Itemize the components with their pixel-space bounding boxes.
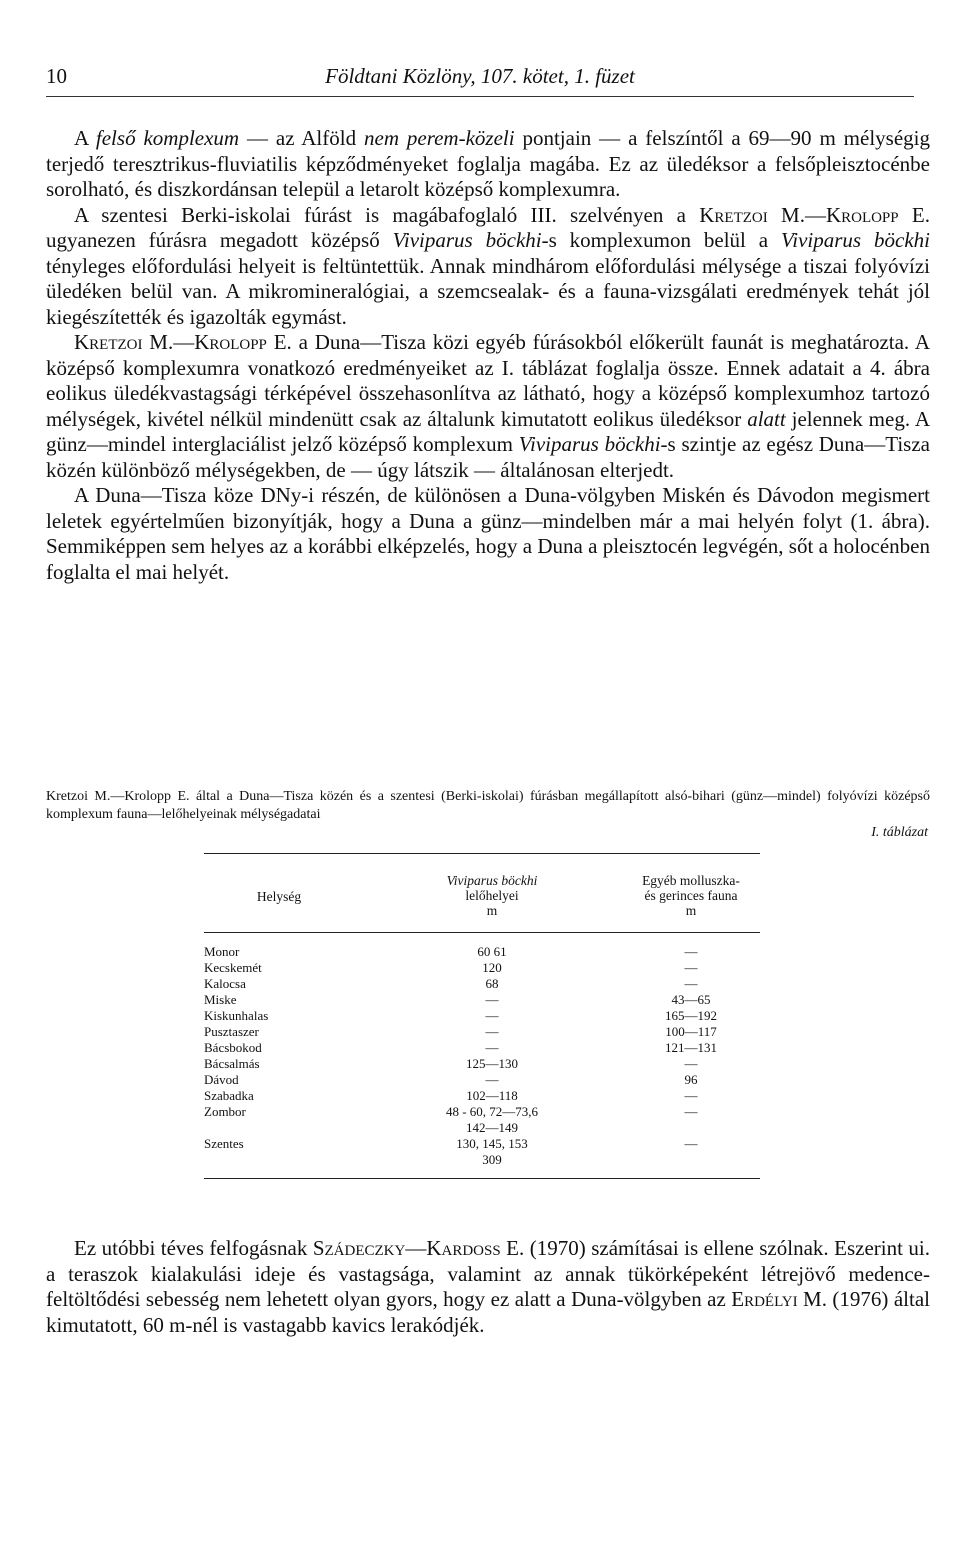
table-caption: Kretzoi M.—Krolopp E. által a Duna—Tisza közén és a szentesi (Berki-iskolai) fúrásban megállapított alsó-bihari (günz—mindel) folyóvízi középső komplexum fauna—lelőhelyeinak mélységadatai [46, 789, 930, 822]
header-helyseg: Helység [256, 889, 302, 904]
body-text-upper [46, 126, 930, 585]
running-title: Földtani Közlöny, 107. kötet, 1. füzet [325, 64, 635, 88]
running-head [46, 64, 914, 96]
page-number: 10 [46, 64, 67, 88]
table-bottom-rule [204, 1178, 760, 1179]
paragraph-duna: A Duna—Tisza köze DNy-i részén, de különösen a Duna-völgyben Miskén és Dávodon megismert leletek egyértelműen bizonyítják, hogy a Duna a günz—mindelben már a mai helyén folyt (1. ábra). Semmiképpen sem helyes az a korábbi elképzelés, hogy a Duna a pleisztocén legvégén, sőt a holocénben foglalta el mai helyét. [46, 483, 930, 584]
document-page: 10 Földtani Közlöny, 107. kötet, 1. füzet A felső komplexum — az Alföld nem perem-közeli pontjain — a felszíntől a 69—90 m mélységig terjedő teresztrikus-fluviatilis képződményeket foglalja magába. Ez az üledéksor a felsőpleisztocénbe sorolható, és diszkordánsan települ a letarolt középső komplexumra. A szentesi Berki-iskolai fúrást is magábafoglaló III. szelvényen a Kretzoi M.—Krolopp E. ugyanezen fúrásra megadott középső Viviparus böckhi-s komplexumon belül a Viviparus böckhi tényleges előfordulási helyeit is feltüntettük. Annak mindhárom előfordulási mélysége a tiszai folyóvízi üledéken belül van. A mikromineralógiai, a szemcsealak- és a fauna-vizsgálati eredmények tehát jól kiegészítették és igazolták egymást. Kretzoi M.—Krolopp E. a Duna—Tisza közi egyéb fúrásokból előkerült faunát is meghatározta. A középső komplexumra vonatkozó eredményeiket az I. táblázat foglalja össze. Ennek adatait a 4. ábra eolikus üledékvastagsági térképével összehasonlítva az látható, hogy a középső komplexumhoz tartozó mélységek, kivétel nélkül mindenütt csak az általunk kimutatott eolikus üledéksor alatt jelennek meg. A günz—mindel interglaciálist jelző középső komplexum Viviparus böckhi-s szintje az egész Duna—Tisza közén különböző mélységekben, de — úgy látszik — általánosan elterjedt. A Duna—Tisza köze DNy-i részén, de különösen a Duna-völgyben Miskén és Dávodon megismert leletek egyértelműen bizonyítják, hogy a Duna a günz—mindelben már a mai helyén folyt (1. ábra). Semmiképpen sem helyes az a korábbi elképzelés, hogy a Duna a pleisztocén legvégén, sőt a holocénben foglalta el mai helyét. Kretzoi M.—Krolopp E. által a Duna—Tisza közén és a szentesi (Berki-iskolai) fúrásban megállapított alsó-bihari (günz—mindel) folyóvízi középső komplexum fauna—lelőhelyeinak mélységadatai I. táblázat Helység Viviparus böckhi lelőhelyei m Egyéb molluszka- és gerinces fauna m Monor 60 61 — Kecskemét 120 — Kalocsa 68 — Miske — 43—65 Kiskunhalas — 165—192 Pusztaszer — 100—117 Bácsbokod — 121—131 Bácsalmás 125—130 — Dávod — 96 Szabadka 102—118 — Zombor 48 - 60, 72—73,6 — 142—149 Szentes 130, 145, 153 — 309 Ez utóbbi téves felfogásnak Szádeczky—Kardoss E. (1970) számításai is ellene szólnak. Eszerint ui. a teraszok kialakulási ideje és vastagsága, valamint az annak tükörképeként létrejövő medence-feltöltődési sebesség nem lehetett olyan gyors, hogy ez alatt a Duna-völgyben az Erdélyi M. (1976) által kimutatott, 60 m-nél is vastagabb kavics lerakódjék. [46, 64, 930, 1337]
paragraph-table-summary: Kretzoi M.—Krolopp E. a Duna—Tisza közi egyéb fúrásokból előkerült faunát is meghatározta. A középső komplexumra vonatkozó eredményeiket az I. táblázat foglalja össze. Ennek adatait a 4. ábra eolikus üledékvastagsági térképével összehasonlítva az látható, hogy a középső komplexumhoz tartozó mélységek, kivétel nélkül mindenütt csak az általunk kimutatott eolikus üledéksor alatt jelennek meg. A günz—mindel interglaciálist jelző középső komplexum Viviparus böckhi-s szintje az egész Duna—Tisza közén különböző mélységekben, de — úgy látszik — általánosan elterjedt. [46, 330, 930, 482]
table-top-rule [204, 853, 760, 854]
paragraph-felso-komplexum: A felső komplexum — az Alföld nem perem-közeli pontjain — a felszíntől a 69—90 m mélységig terjedő teresztrikus-fluviatilis képződményeket foglalja magába. Ez az üledéksor a felsőpleisztocénbe sorolható, és diszkordánsan települ a letarolt középső komplexumra. [46, 126, 930, 201]
body-text-lower [46, 1236, 930, 1338]
header-rule [46, 96, 914, 97]
header-other-fauna: Egyéb molluszka- és gerinces fauna m [642, 873, 740, 918]
header-viviparus: Viviparus böckhi lelőhelyei m [446, 873, 538, 918]
paragraph-szentes: A szentesi Berki-iskolai fúrást is magábafoglaló III. szelvényen a Kretzoi M.—Krolopp E. ugyanezen fúrásra megadott középső Viviparus böckhi-s komplexumon belül a Viviparus böckhi tényleges előfordulási helyeit is feltüntettük. Annak mindhárom előfordulási mélysége a tiszai folyóvízi üledéken belül van. A mikromineralógiai, a szemcsealak- és a fauna-vizsgálati eredmények tehát jól kiegészítették és igazolták egymást. [46, 202, 930, 329]
table-header-rule [204, 932, 760, 933]
paragraph-szadeczky: Ez utóbbi téves felfogásnak Szádeczky—Kardoss E. (1970) számításai is ellene szólnak. Eszerint ui. a teraszok kialakulási ideje és vastagsága, valamint az annak tükörképeként létrejövő medence-feltöltődési sebesség nem lehetett olyan gyors, hogy ez alatt a Duna-völgyben az Erdélyi M. (1976) által kimutatott, 60 m-nél is vastagabb kavics lerakódjék. [46, 1236, 930, 1337]
table-label: I. táblázat [871, 825, 928, 840]
